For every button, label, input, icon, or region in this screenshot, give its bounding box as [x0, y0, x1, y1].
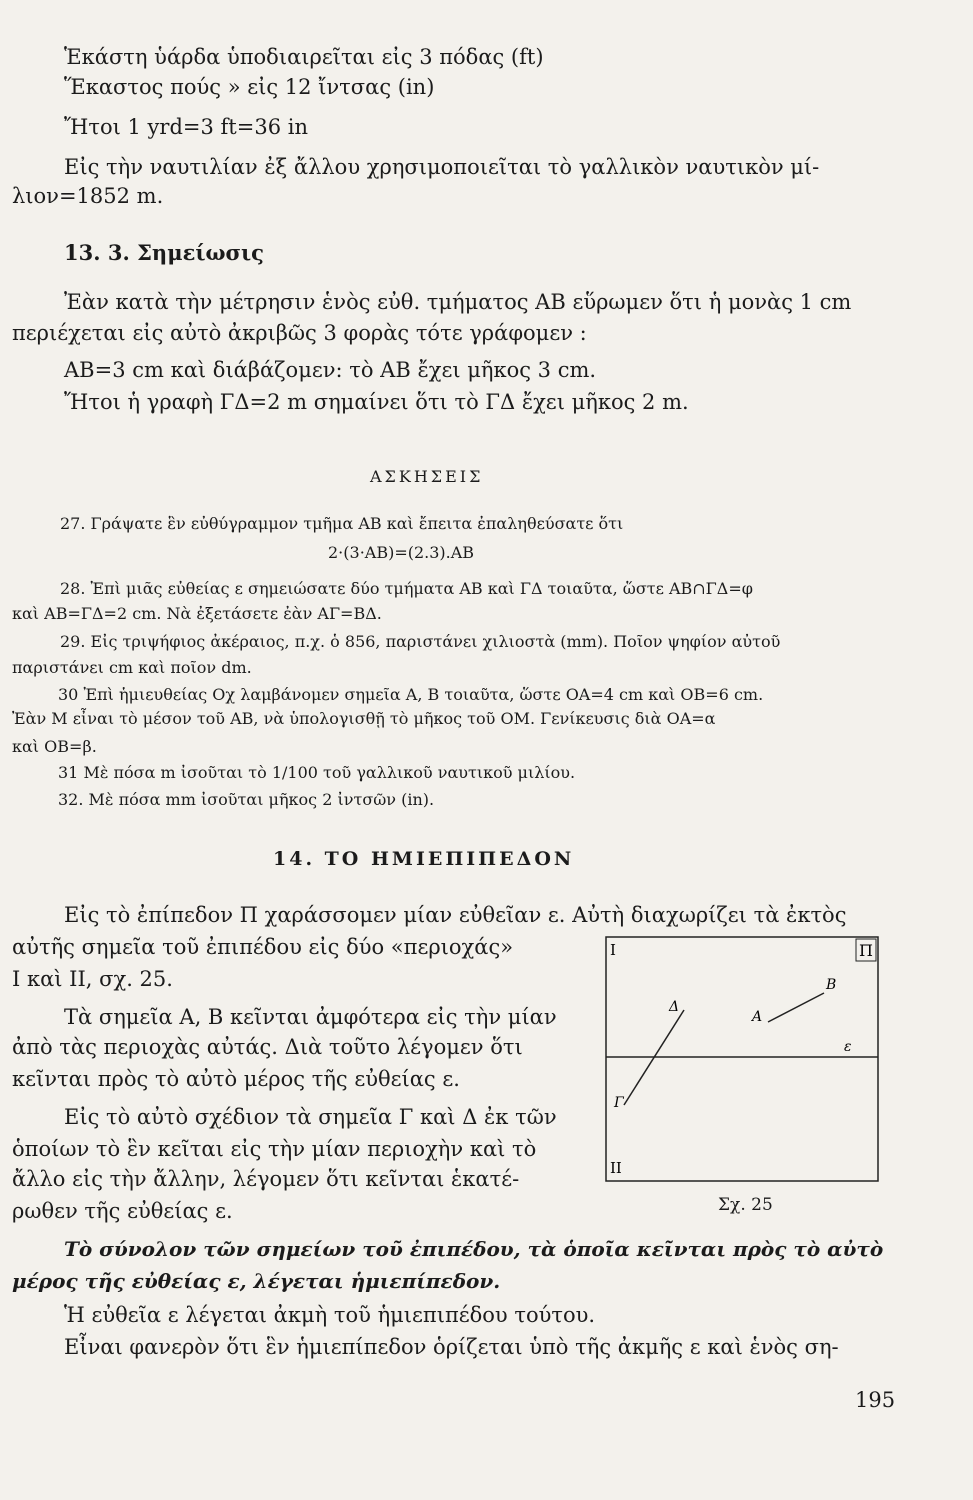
- page-number: 195: [855, 1388, 896, 1412]
- units-line-5: λιον=1852 m.: [12, 184, 164, 208]
- exercise-30-line-3: καὶ ΟΒ=β.: [12, 737, 97, 756]
- segment-AB: [768, 993, 824, 1022]
- definition-line-2: μέρος τῆς εὐθείας ε, λέγεται ἡμιεπίπεδον.: [12, 1269, 501, 1293]
- section-heading-13-3: 13. 3. Σημείωσις: [64, 240, 264, 265]
- label-point-G: Γ: [614, 1095, 624, 1111]
- note-line-4: Ἤτοι ἡ γραφὴ ΓΔ=2 m σημαίνει ὅτι τὸ ΓΔ ἔχει μῆκος 2 m.: [64, 390, 689, 414]
- halfplane-line-c4: ρωθεν τῆς εὐθείας ε.: [12, 1199, 233, 1223]
- exercise-27-formula: 2·(3·ΑΒ)=(2.3).ΑΒ: [328, 543, 475, 562]
- label-plane-P: Π: [859, 941, 873, 960]
- exercise-30-line-2: Ἐὰν Μ εἶναι τὸ μέσον τοῦ ΑΒ, νὰ ὑπολογισθῇ τὸ μῆκος τοῦ ΟΜ. Γενίκευσις διὰ ΟΑ=α: [12, 709, 716, 728]
- exercise-28-line-1: 28. Ἐπὶ μιᾶς εὐθείας ε σημειώσατε δύο τμήματα ΑΒ καὶ ΓΔ τοιαῦτα, ὥστε ΑΒ∩ΓΔ=φ: [60, 579, 753, 598]
- exercise-31: 31 Μὲ πόσα m ἰσοῦται τὸ 1/100 τοῦ γαλλικοῦ ναυτικοῦ μιλίου.: [58, 763, 576, 782]
- figure-caption: Σχ. 25: [718, 1195, 773, 1215]
- exercise-29-line-1: 29. Εἰς τριψήφιος ἀκέραιος, π.χ. ὁ 856, παριστάνει χιλιοστὰ (mm). Ποῖον ψηφίον αὐτοῦ: [60, 632, 781, 651]
- label-point-D: Δ: [669, 999, 680, 1015]
- section-heading-14: 14. ΤΟ ΗΜΙΕΠΙΠΕΔΟΝ: [273, 848, 575, 870]
- units-line-2: Ἕκαστος πούς » εἰς 12 ἴντσας (in): [64, 75, 435, 99]
- halfplane-line-b3: κεῖνται πρὸς τὸ αὐτὸ μέρος τῆς εὐθείας ε.: [12, 1067, 460, 1091]
- label-point-A: Α: [752, 1009, 763, 1025]
- note-line-1: Ἐὰν κατὰ τὴν μέτρησιν ἑνὸς εὐθ. τμήματος ΑΒ εὕρωμεν ὅτι ἡ μονὰς 1 cm: [64, 290, 852, 314]
- exercise-29-line-2: παριστάνει cm καὶ ποῖον dm.: [12, 658, 252, 677]
- halfplane-line-c1: Εἰς τὸ αὐτὸ σχέδιον τὰ σημεῖα Γ καὶ Δ ἐκ τῶν: [64, 1105, 557, 1129]
- halfplane-line-b1: Τὰ σημεῖα Α, Β κεῖνται ἀμφότερα εἰς τὴν μίαν: [64, 1005, 557, 1029]
- units-line-1: Ἑκάστη ὑάρδα ὑποδιαιρεῖται εἰς 3 πόδας (ft): [64, 45, 544, 69]
- halfplane-line-a2: αὐτῆς σημεῖα τοῦ ἐπιπέδου εἰς δύο «περιοχάς»: [12, 935, 514, 959]
- exercise-28-line-2: καὶ ΑΒ=ΓΔ=2 cm. Νὰ ἐξετάσετε ἐὰν ΑΓ=ΒΔ.: [12, 604, 382, 623]
- label-region-I: Ι: [610, 941, 616, 959]
- edge-definition-line: Ἡ εὐθεῖα ε λέγεται ἀκμὴ τοῦ ἡμιεπιπέδου τούτου.: [64, 1303, 596, 1327]
- halfplane-line-b2: ἀπὸ τὰς περιοχὰς αὐτάς. Διὰ τοῦτο λέγομεν ὅτι: [12, 1035, 523, 1059]
- units-line-3: Ἤτοι 1 yrd=3 ft=36 in: [64, 115, 308, 139]
- halfplane-last-line: Εἶναι φανερὸν ὅτι ἓν ἡμιεπίπεδον ὁρίζεται ὑπὸ τῆς ἀκμῆς ε καὶ ἑνὸς ση-: [64, 1335, 839, 1359]
- halfplane-line-c3: ἄλλο εἰς τὴν ἄλλην, λέγομεν ὅτι κεῖνται ἑκατέ-: [12, 1167, 520, 1191]
- note-line-2: περιέχεται εἰς αὐτὸ ἀκριβῶς 3 φορὰς τότε γράφομεν :: [12, 321, 587, 345]
- definition-line-1: Τὸ σύνολον τῶν σημείων τοῦ ἐπιπέδου, τὰ ὁποῖα κεῖνται πρὸς τὸ αὐτὸ: [64, 1237, 884, 1261]
- halfplane-line-c2: ὁποίων τὸ ἓν κεῖται εἰς τὴν μίαν περιοχὴν καὶ τὸ: [12, 1137, 537, 1161]
- halfplane-line-a1: Εἰς τὸ ἐπίπεδον Π χαράσσομεν μίαν εὐθεῖαν ε. Αὐτὴ διαχωρίζει τὰ ἐκτὸς: [64, 903, 847, 927]
- label-region-II: ΙΙ: [610, 1159, 622, 1177]
- figure-25: [604, 935, 880, 1183]
- exercises-heading: ΑΣΚΗΣΕΙΣ: [370, 467, 484, 486]
- label-line-e: ε: [844, 1039, 852, 1055]
- plane-border: [606, 937, 878, 1181]
- note-line-3: ΑΒ=3 cm καὶ διάβάζομεν: τὸ ΑΒ ἔχει μῆκος 3 cm.: [64, 358, 597, 382]
- halfplane-line-a3: Ι καὶ ΙΙ, σχ. 25.: [12, 967, 173, 991]
- label-point-B: Β: [826, 977, 837, 993]
- exercise-32: 32. Μὲ πόσα mm ἰσοῦται μῆκος 2 ἰντσῶν (in).: [58, 790, 435, 809]
- exercise-30-line-1: 30 Ἐπὶ ἡμιευθείας Οχ λαμβάνομεν σημεῖα Α, Β τοιαῦτα, ὥστε ΟΑ=4 cm καὶ ΟΒ=6 cm.: [58, 685, 764, 704]
- exercise-27-line-1: 27. Γράψατε ἓν εὐθύγραμμον τμῆμα ΑΒ καὶ ἔπειτα ἐπαληθεύσατε ὅτι: [60, 514, 624, 533]
- units-line-4: Εἰς τὴν ναυτιλίαν ἐξ ἄλλου χρησιμοποιεῖται τὸ γαλλικὸν ναυτικὸν μί-: [64, 155, 820, 179]
